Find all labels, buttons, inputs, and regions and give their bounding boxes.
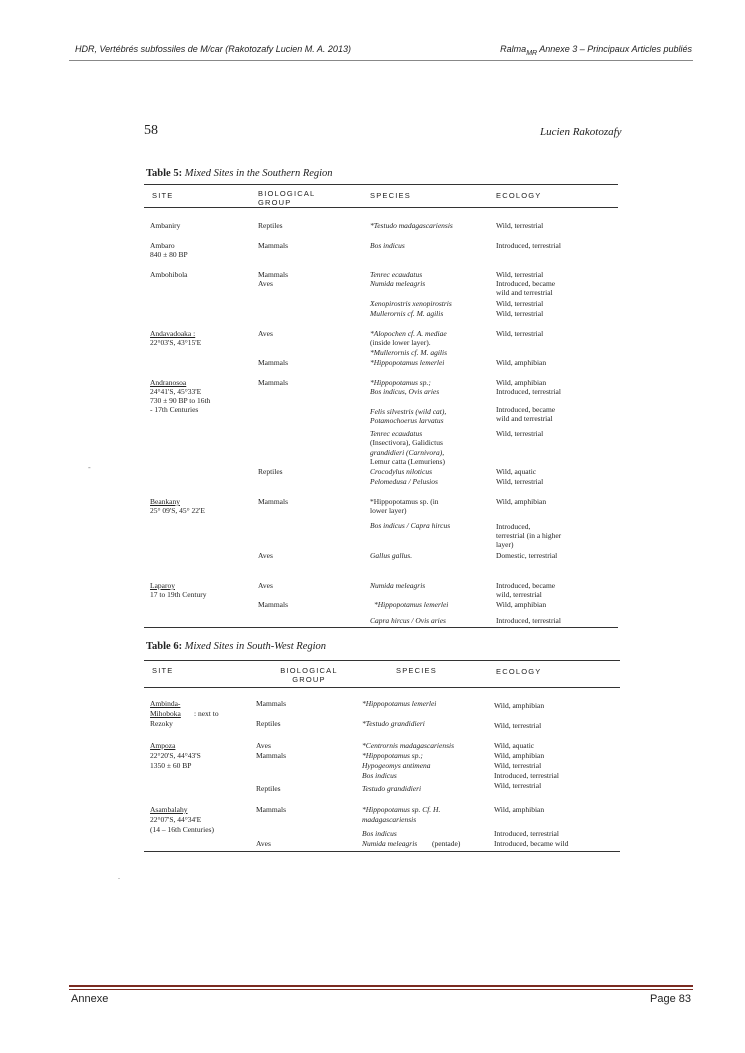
table6-site-cell: Mihoboka xyxy=(150,709,181,718)
table6-group-cell: Aves xyxy=(256,741,271,750)
table5-ecology-cell: Wild, terrestrial xyxy=(496,429,544,438)
table5-species-cell: Bos indicus xyxy=(370,241,405,250)
table6-group-cell: Mammals xyxy=(256,805,286,814)
table5-site-cell: 22°03'S, 43°15'E xyxy=(150,338,202,347)
table5-ecology-cell: Introduced, terrestrial xyxy=(496,387,561,396)
table6-ecology-cell: Wild, terrestrial xyxy=(494,721,542,730)
table5-header-species: SPECIES xyxy=(370,191,411,200)
table5-ecology-cell: Introduced, became xyxy=(496,279,556,288)
table6-title xyxy=(146,641,326,652)
table5-site-cell: - 17th Centuries xyxy=(150,405,199,414)
table6-header-row xyxy=(144,661,620,688)
table5-header-group: BIOLOGICAL GROUP xyxy=(258,189,316,207)
table5-site-cell: Andavadoaka : xyxy=(150,329,196,338)
table6-ecology-cell: Wild, amphibian xyxy=(494,751,545,760)
table5-ecology-cell: wild and terrestrial xyxy=(496,288,553,297)
table6-header-group: BIOLOGICAL GROUP xyxy=(280,666,338,684)
table5-ecology-cell: Wild, amphibian xyxy=(496,378,547,387)
table6-header-site: SITE xyxy=(152,666,174,675)
header-right-rest: Annexe 3 – Principaux Articles publiés xyxy=(537,44,692,54)
table5-ecology-cell: Wild, terrestrial xyxy=(496,299,544,308)
table5-ecology-cell: Introduced, terrestrial xyxy=(496,616,561,625)
table6-group-cell: Reptiles xyxy=(256,719,281,728)
table6-ecology-cell: Introduced, became wild xyxy=(494,839,569,848)
table5-ecology-cell: Introduced, became xyxy=(496,581,556,590)
table5-ecology-cell: Introduced, became xyxy=(496,405,556,414)
table6-title-text: Mixed Sites in South-West Region xyxy=(184,641,327,652)
table5-ecology-cell: Wild, terrestrial xyxy=(496,477,544,486)
scan-speck: - xyxy=(88,463,91,472)
table6-species-cell: Bos indicus xyxy=(362,771,397,780)
table5-species-cell: Tenrec ecaudatus xyxy=(370,429,423,438)
table5-species-cell: Pelomedusa / Pelusios xyxy=(370,477,438,486)
header-right-sub: MR xyxy=(526,49,538,57)
table5-site-cell: Andranosoa xyxy=(150,378,187,387)
table5-site-cell: Ambaniry xyxy=(150,221,181,230)
table5-ecology-cell: Wild, terrestrial xyxy=(496,329,544,338)
table6-site-cell: Ambinda- xyxy=(150,699,181,708)
table5-group-cell: Mammals xyxy=(258,497,288,506)
table6-ecology-cell: Introduced, terrestrial xyxy=(494,829,559,838)
table5-site-cell: 730 ± 90 BP to 16th xyxy=(150,396,211,405)
table5-header-ecology: ECOLOGY xyxy=(496,191,542,200)
table6-species-cell: (pentade) xyxy=(432,839,461,848)
table6-ecology-cell: Introduced, terrestrial xyxy=(494,771,559,780)
table5-ecology-cell: layer) xyxy=(496,540,514,549)
table5-group-cell: Reptiles xyxy=(258,221,283,230)
table6-species-cell: *Hippopotamus sp. Cf. H. xyxy=(362,805,441,814)
table6-ecology-cell: Wild, amphibian xyxy=(494,805,545,814)
table5-species-cell: Lemur catta (Lemuriens) xyxy=(370,457,445,466)
table6-site-cell: Rezoky xyxy=(150,719,173,728)
table6-species-cell: *Hippopotamus sp.; xyxy=(362,751,423,760)
table5-site-cell: 25° 09'S, 45° 22'E xyxy=(150,506,205,515)
table5-group-cell: Mammals xyxy=(258,600,288,609)
table5-species-cell: lower layer) xyxy=(370,506,407,515)
table5-group-cell: Aves xyxy=(258,279,273,288)
table5-site-cell: Ambohibola xyxy=(150,270,188,279)
table6-site-cell: Ampoza xyxy=(150,741,176,750)
table5-site-cell: 17 to 19th Century xyxy=(150,590,207,599)
table5-group-cell: Reptiles xyxy=(258,467,283,476)
table6-species-cell: *Testudo grandidieri xyxy=(362,719,425,728)
table5-species-cell: *Alopochen cf. A. mediae xyxy=(370,329,447,338)
running-header-left: HDR, Vertébrés subfossiles de M/car (Rakotozafy Lucien M. A. 2013) xyxy=(75,44,351,54)
table5-ecology-cell: Domestic, terrestrial xyxy=(496,551,558,560)
table6-ecology-cell: Wild, terrestrial xyxy=(494,761,542,770)
table6-header-species: SPECIES xyxy=(396,666,437,675)
table5-species-cell: *Mullerornis cf. M. agilis xyxy=(370,348,448,357)
table5 xyxy=(144,184,618,628)
table5-ecology-cell: Wild, aquatic xyxy=(496,467,537,476)
table6-group-cell: Mammals xyxy=(256,751,286,760)
table6-site-cell: 22°07'S, 44°34'E xyxy=(150,815,202,824)
table6-species-cell: Bos indicus xyxy=(362,829,397,838)
table5-species-cell: Tenrec ecaudatus xyxy=(370,270,423,279)
table5-group-cell: Mammals xyxy=(258,378,288,387)
table5-ecology-cell: terrestrial (in a higher xyxy=(496,531,562,540)
page-number: 58 xyxy=(144,123,158,138)
table6-site-cell: Asambalahy xyxy=(150,805,188,814)
table5-header-row xyxy=(144,185,618,208)
table5-group-cell: Mammals xyxy=(258,358,288,367)
table6-site-cell: (14 – 16th Centuries) xyxy=(150,825,214,834)
table5-species-cell: *Hippopotamus sp. (in xyxy=(370,497,439,506)
table5-species-cell: *Hippopotamus lemerlei xyxy=(370,358,445,367)
table5-ecology-cell: wild and terrestrial xyxy=(496,414,553,423)
table6-group-cell: Reptiles xyxy=(256,784,281,793)
table5-title-text: Mixed Sites in the Southern Region xyxy=(184,168,333,179)
table6-group-cell: Aves xyxy=(256,839,271,848)
table5-group-cell: Mammals xyxy=(258,241,288,250)
table5-ecology-cell: Wild, terrestrial xyxy=(496,309,544,318)
table5-species-cell: Capra hircus / Ovis aries xyxy=(370,616,446,625)
table5-title-label: Table 5: xyxy=(146,168,185,179)
table6-ecology-cell: Wild, aquatic xyxy=(494,741,535,750)
table5-group-cell: Aves xyxy=(258,551,273,560)
header-right-main: Ralma xyxy=(500,44,527,54)
table5-ecology-cell: Introduced, xyxy=(496,522,531,531)
table5-species-cell: (Insectivora), Galidictus xyxy=(370,438,443,447)
table5-group-cell: Aves xyxy=(258,329,273,338)
table5-site-cell: Beankany xyxy=(150,497,180,506)
table5-title xyxy=(146,168,333,179)
table6-ecology-cell: Wild, terrestrial xyxy=(494,781,542,790)
table6-species-cell: madagascariensis xyxy=(362,815,417,824)
header-rule xyxy=(69,60,693,61)
table5-species-cell: *Hippopotamus lemerlei xyxy=(374,600,449,609)
table5-ecology-cell: Wild, amphibian xyxy=(496,600,547,609)
table6-species-cell: Hypogeomys antimena xyxy=(362,761,431,770)
table6-species-cell: Testudo grandidieri xyxy=(362,784,422,793)
table5-site-cell: Laparoy xyxy=(150,581,175,590)
table5-species-cell: *Testudo madagascariensis xyxy=(370,221,453,230)
table5-species-cell: Crocodylus niloticus xyxy=(370,467,433,476)
table5-site-cell: Ambaro xyxy=(150,241,175,250)
table5-species-cell: Xenopirostris xenopirostris xyxy=(370,299,452,308)
table5-group-cell: Aves xyxy=(258,581,273,590)
table6-site-cell: : next to xyxy=(194,709,219,718)
table5-species-cell: Numida meleagris xyxy=(370,581,426,590)
footer-rule-thin xyxy=(69,989,693,990)
table5-site-cell: 840 ± 80 BP xyxy=(150,250,188,259)
table5-species-cell: Felis silvestris (wild cat), xyxy=(370,407,447,416)
table5-ecology-cell: Wild, amphibian xyxy=(496,497,547,506)
scan-speck: . xyxy=(118,872,120,881)
table5-species-cell: Gallus gallus. xyxy=(370,551,413,560)
table6-species-cell: *Centrornis madagascariensis xyxy=(362,741,455,750)
running-header-right xyxy=(500,44,692,57)
table5-group-cell: Mammals xyxy=(258,270,288,279)
table5-ecology-cell: Introduced, terrestrial xyxy=(496,241,561,250)
table6-site-cell: 22°20'S, 44°43'S xyxy=(150,751,201,760)
footer-rule xyxy=(69,985,693,987)
table6-title-label: Table 6: xyxy=(146,641,185,652)
table6-site-cell: 1350 ± 60 BP xyxy=(150,761,192,770)
table6-species-cell: Numida meleagris xyxy=(362,839,418,848)
table5-species-cell: *Hippopotamus sp.; xyxy=(370,378,431,387)
table6-species-cell: *Hippopotamus lemerlei xyxy=(362,699,437,708)
table5-ecology-cell: Wild, terrestrial xyxy=(496,221,544,230)
table5-header-site: SITE xyxy=(152,191,174,200)
table5-ecology-cell: Wild, terrestrial xyxy=(496,270,544,279)
table6-group-cell: Mammals xyxy=(256,699,286,708)
table5-species-cell: Mullerornis cf. M. agilis xyxy=(370,309,444,318)
table6-header-ecology: ECOLOGY xyxy=(496,667,542,676)
footer-section: Annexe xyxy=(71,993,109,1005)
table6-ecology-cell: Wild, amphibian xyxy=(494,701,545,710)
table5-ecology-cell: Wild, amphibian xyxy=(496,358,547,367)
table5-species-cell: grandidieri (Carnivora), xyxy=(370,448,445,457)
table5-species-cell: Bos indicus, Ovis aries xyxy=(370,387,440,396)
table5-species-cell: Bos indicus / Capra hircus xyxy=(370,521,451,530)
table6 xyxy=(144,660,620,852)
author-running-head: Lucien Rakotozafy xyxy=(540,126,622,138)
table5-ecology-cell: wild, terrestrial xyxy=(496,590,542,599)
table5-species-cell: (inside lower layer). xyxy=(370,338,431,347)
table5-species-cell: Potamochoerus larvatus xyxy=(370,416,444,425)
table5-site-cell: 24°41'S, 45°33'E xyxy=(150,387,202,396)
footer-page-number: Page 83 xyxy=(650,993,691,1005)
table5-species-cell: Numida meleagris xyxy=(370,279,426,288)
